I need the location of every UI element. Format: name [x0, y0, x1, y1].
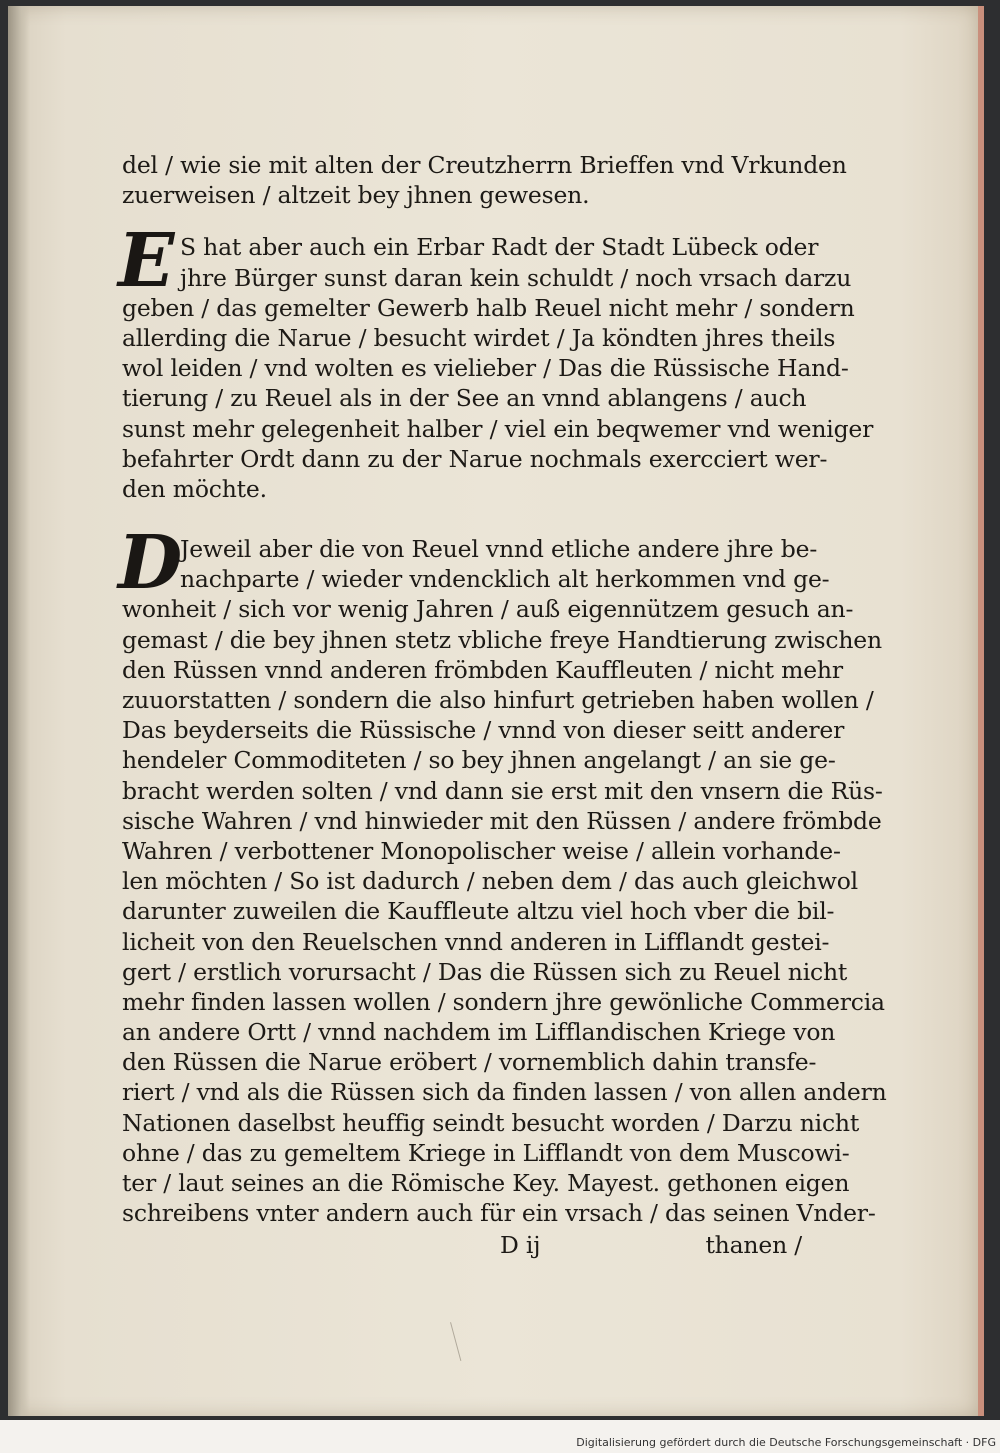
digitization-credit: Digitalisierung gefördert durch die Deutsche Forschungsgemeinschaft · DFG [576, 1436, 996, 1449]
text-line: zuuorstatten / sondern die also hinfurt getrieben haben wollen / [122, 686, 874, 714]
text-line: ohne / das zu gemeltem Kriege in Lifflandt von dem Muscowi- [122, 1138, 850, 1167]
catchword: thanen / [705, 1231, 802, 1260]
text-line: befahrter Ordt dann zu der Narue nochmals exercciert wer- [122, 444, 828, 473]
text-line: gemast / die bey jhnen stetz vbliche freye Handtierung zwischen [122, 625, 882, 654]
text-line: gert / erstlich vorursacht / Das die Rüssen sich zu Reuel nicht [122, 957, 848, 986]
text-line: schreibens vnter andern auch für ein vrsach / das seinen Vnder- [122, 1199, 876, 1228]
drop-capital: D [118, 520, 182, 607]
paragraph-continuation [122, 150, 847, 210]
text-line: S hat aber auch ein Erbar Radt der Stadt Lübeck oder [180, 233, 819, 262]
text-line: Jeweil aber die von Reuel vnnd etliche andere jhre be- [180, 535, 818, 564]
page-footer [122, 1230, 802, 1260]
text-line: jhre Bürger sunst daran kein schuldt / noch vrsach darzu [180, 263, 852, 292]
text-line: geben / das gemelter Gewerb halb Reuel nicht mehr / sondern [122, 293, 855, 322]
text-line: hendeler Commoditeten / so bey jhnen angelangt / an sie ge- [122, 746, 836, 775]
text-line: Wahren / verbottener Monopolischer weise / allein vorhande- [122, 836, 841, 865]
text-line: ter / laut seines an die Römische Key. Mayest. gethonen eigen [122, 1169, 850, 1197]
drop-capital: E [118, 218, 175, 305]
text-line: den möchte. [122, 474, 267, 503]
text-line: bracht werden solten / vnd dann sie erst mit den vnsern die Rüs- [122, 776, 883, 805]
text-line: tierung / zu Reuel als in der See an vnnd ablangens / auch [122, 384, 807, 413]
text-line: zuerweisen / altzeit bey jhnen gewesen. [122, 181, 590, 210]
page-gutter [8, 6, 30, 1416]
text-line: den Rüssen die Narue eröbert / vornemblich dahin transfe- [122, 1048, 817, 1077]
text-line: del / wie sie mit alten der Creutzherrn Brieffen vnd Vrkunden [122, 151, 847, 179]
text-line: wol leiden / vnd wolten es vielieber / Das die Rüssische Hand- [122, 354, 849, 383]
text-line: den Rüssen vnnd anderen frömbden Kauffleuten / nicht mehr [122, 655, 843, 684]
page-text [118, 150, 887, 1261]
text-line: wonheit / sich vor wenig Jahren / auß eigennützem gesuch an- [122, 595, 854, 624]
text-line: len möchten / So ist dadurch / neben dem / das auch gleichwol [122, 867, 858, 896]
text-line: riert / vnd als die Rüssen sich da finden lassen / von allen andern [122, 1078, 887, 1107]
text-line: sische Wahren / vnd hinwieder mit den Rüssen / andere frömbde [122, 806, 882, 835]
text-line: Nationen daselbst heuffig seindt besucht worden / Darzu nicht [122, 1108, 860, 1137]
text-line: an andere Ortt / vnnd nachdem im Lifflandischen Kriege von [122, 1018, 836, 1047]
paragraph-reuel [118, 520, 887, 1228]
text-line: mehr finden lassen wollen / sondern jhre gewönliche Commercia [122, 987, 885, 1016]
signature-mark: D ij [500, 1231, 541, 1260]
text-line: darunter zuweilen die Kauffleute altzu viel hoch vber die bil- [122, 897, 835, 926]
text-line: sunst mehr gelegenheit halber / viel ein beqwemer vnd weniger [122, 414, 874, 443]
text-line: Das beyderseits die Rüssische / vnnd von dieser seitt anderer [122, 716, 845, 745]
text-line: licheit von den Reuelschen vnnd anderen in Lifflandt gestei- [122, 927, 830, 956]
paragraph-lubeck [118, 218, 874, 504]
text-line: allerding die Narue / besucht wirdet / Ja köndten jhres theils [122, 323, 836, 352]
text-line: nachparte / wieder vndencklich alt herkommen vnd ge- [180, 565, 830, 594]
